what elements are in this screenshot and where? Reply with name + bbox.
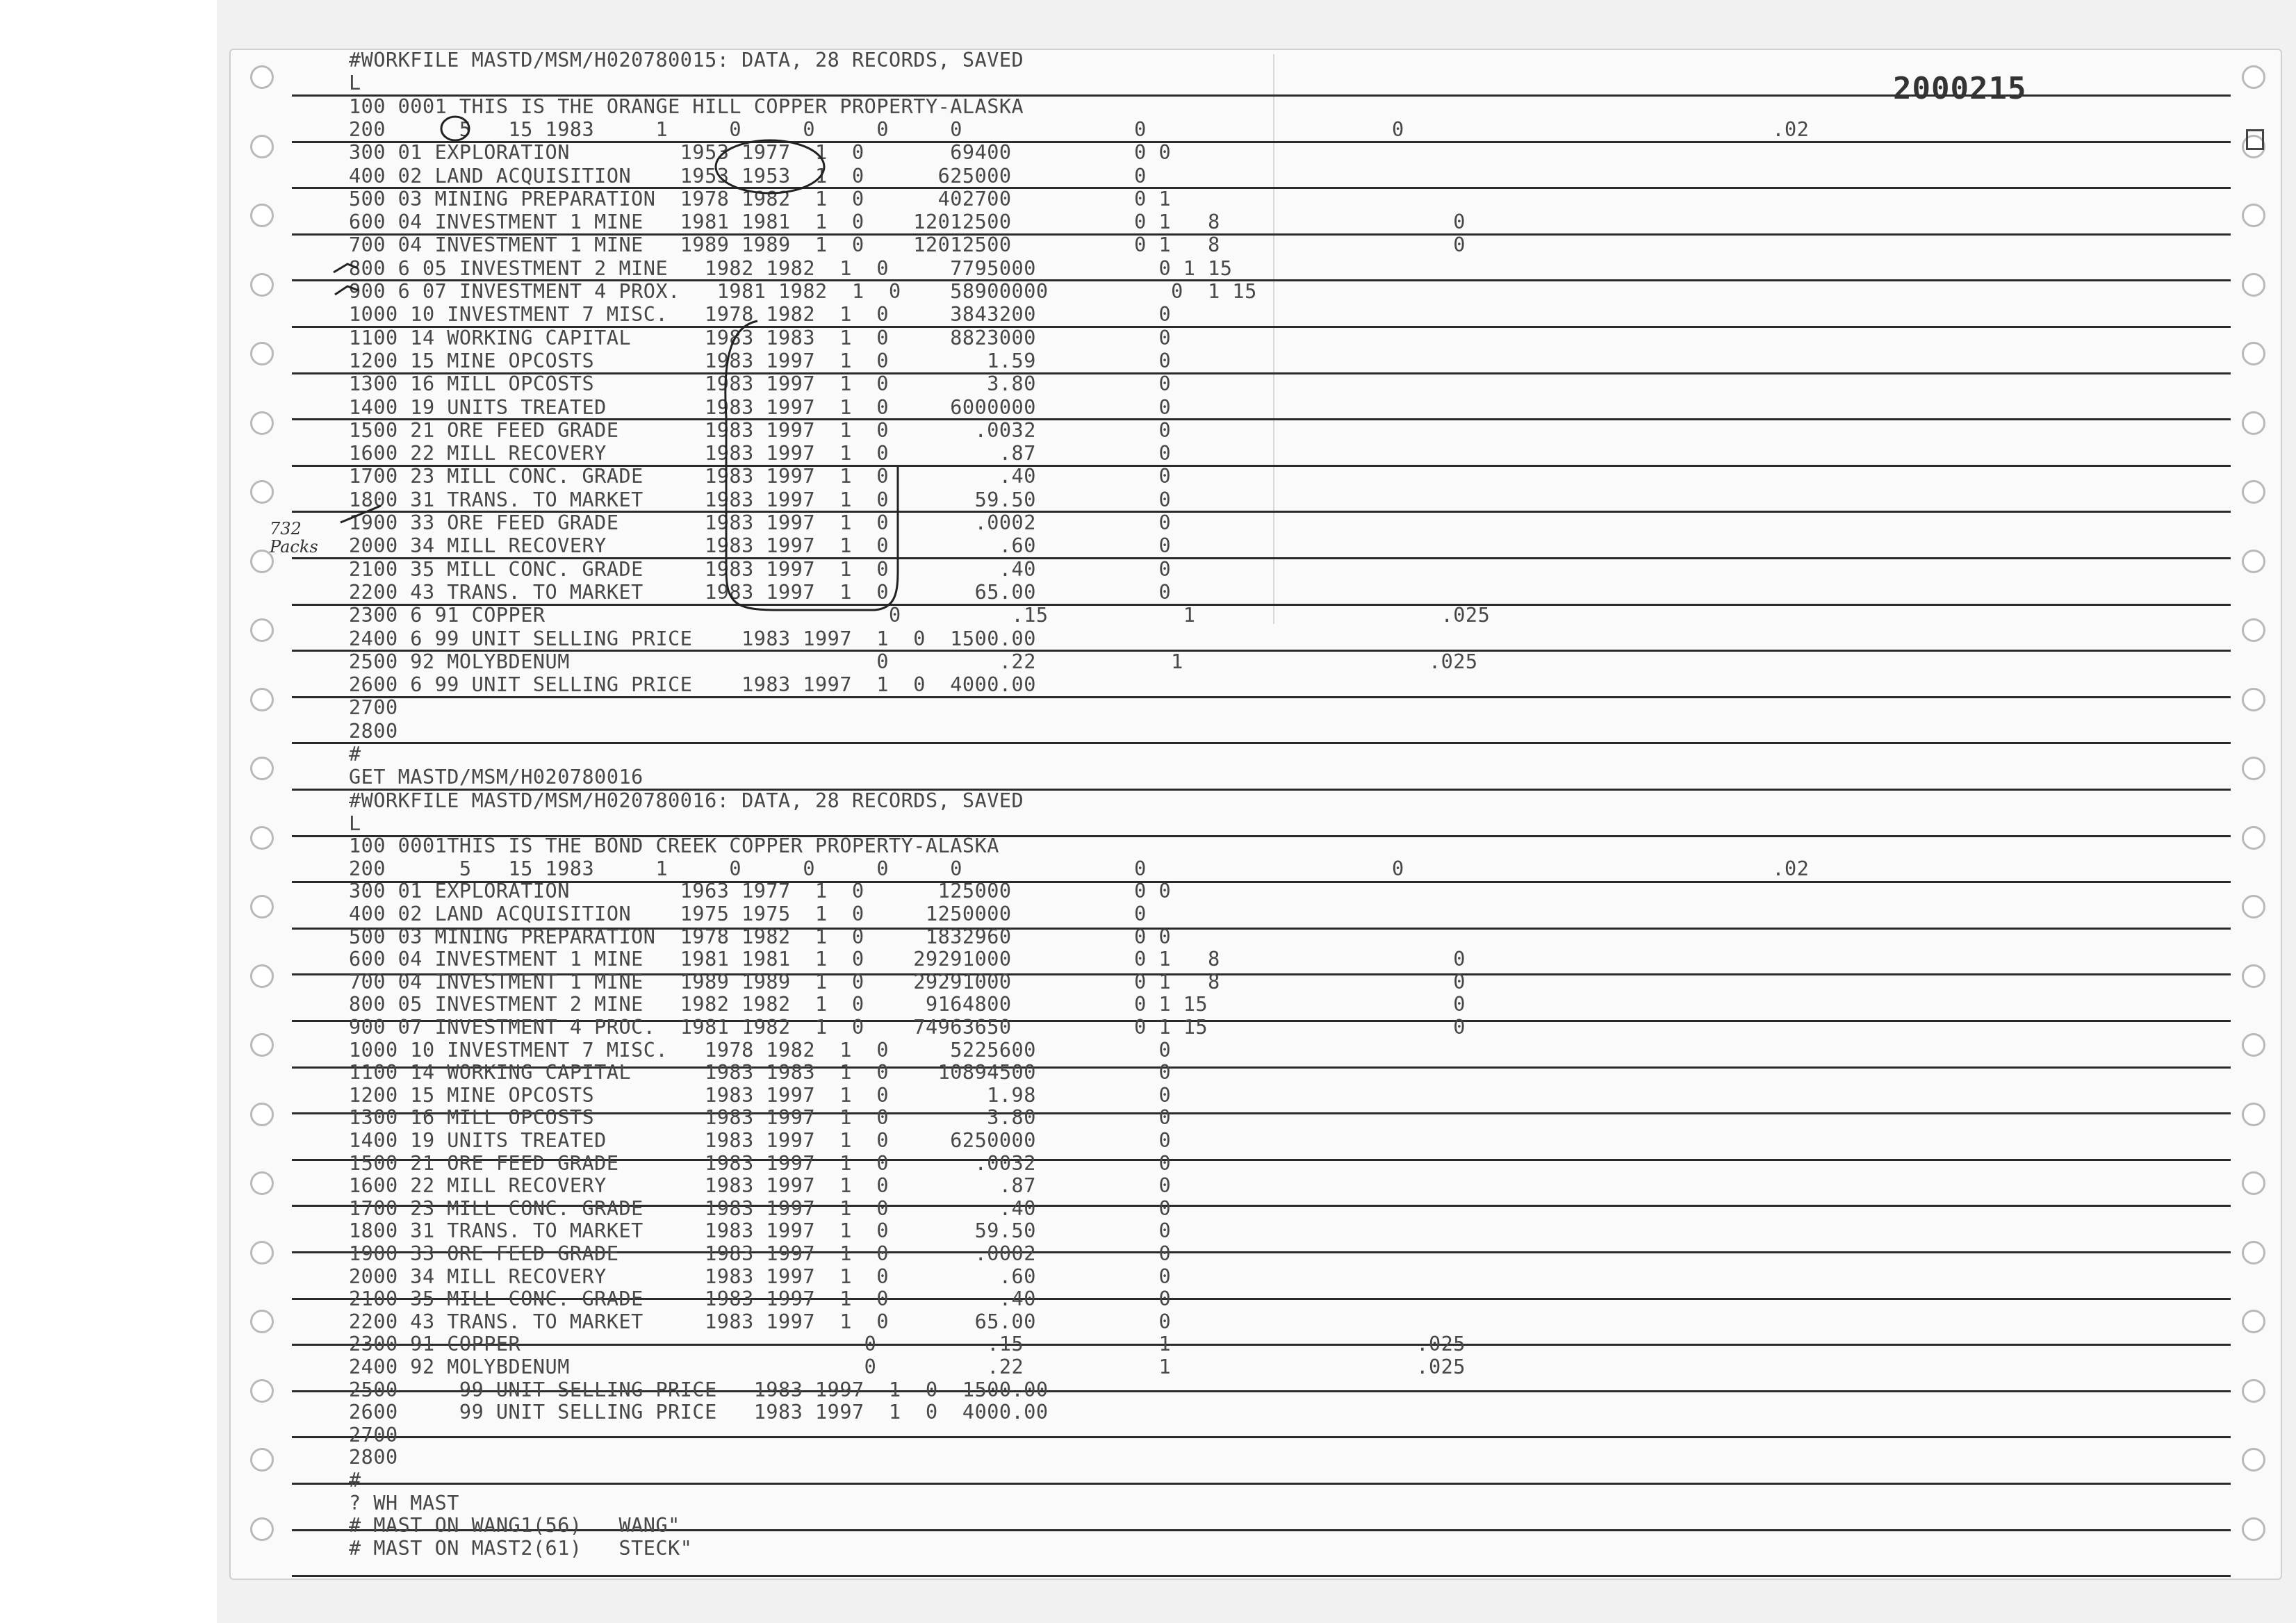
pen-circle-1953 xyxy=(716,140,824,193)
printout-line: ? WH MAST xyxy=(349,1491,459,1515)
printout-line: 900 07 INVESTMENT 4 PROC. 1981 1982 1 0 74963650 0 1 15 0 xyxy=(349,1016,1466,1039)
printout-line: 1600 22 MILL RECOVERY 1983 1997 1 0 .87 0 xyxy=(349,1174,1172,1198)
printout-line: 1400 19 UNITS TREATED 1983 1997 1 0 6250000 0 xyxy=(349,1129,1172,1152)
printout-line: 1100 14 WORKING CAPITAL 1983 1983 1 0 8823000 0 xyxy=(349,326,1172,349)
printout-line: 700 04 INVESTMENT 1 MINE 1989 1989 1 0 12012500 0 1 8 0 xyxy=(349,233,1466,257)
printout-line: 1500 21 ORE FEED GRADE 1983 1997 1 0 .0032 0 xyxy=(349,418,1172,442)
printout-line: 2200 43 TRANS. TO MARKET 1983 1997 1 0 65.00 0 xyxy=(349,1310,1172,1333)
printout-line: #WORKFILE MASTD/MSM/H020780015: DATA, 28 RECORDS, SAVED xyxy=(349,49,1024,72)
printout-line: 700 04 INVESTMENT 1 MINE 1989 1989 1 0 29291000 0 1 8 0 xyxy=(349,970,1466,994)
printout-line: L xyxy=(349,812,361,835)
printout-line: 1300 16 MILL OPCOSTS 1983 1997 1 0 3.80 0 xyxy=(349,1106,1172,1130)
printout-line: 1300 16 MILL OPCOSTS 1983 1997 1 0 3.80 0 xyxy=(349,372,1172,396)
handwritten-note-line: Packs xyxy=(270,537,318,557)
printout-line: GET MASTD/MSM/H020780016 xyxy=(349,766,643,789)
printout-line: # MAST ON MAST2(61) STECK" xyxy=(349,1536,693,1560)
printout-line: # xyxy=(349,1469,361,1492)
pen-circle-5 xyxy=(441,117,469,140)
printout-line: 500 03 MINING PREPARATION 1978 1982 1 0 1832960 0 0 xyxy=(349,925,1172,948)
printout-line: 1100 14 WORKING CAPITAL 1983 1983 1 0 10894500 0 xyxy=(349,1061,1172,1085)
printout-line: 1700 23 MILL CONC. GRADE 1983 1997 1 0 .40 0 xyxy=(349,465,1172,488)
printout-line: 1900 33 ORE FEED GRADE 1983 1997 1 0 .0002 0 xyxy=(349,1242,1172,1265)
printout-line: # MAST ON WANG1(56) WANG" xyxy=(349,1514,680,1538)
printout-line: 1000 10 INVESTMENT 7 MISC. 1978 1982 1 0 3843200 0 xyxy=(349,303,1172,327)
printout-line: 2500 99 UNIT SELLING PRICE 1983 1997 1 0 1500.00 xyxy=(349,1378,1049,1401)
printout-line: 1800 31 TRANS. TO MARKET 1983 1997 1 0 59.50 0 xyxy=(349,1219,1172,1243)
printout-line: 2600 99 UNIT SELLING PRICE 1983 1997 1 0 4000.00 xyxy=(349,1401,1049,1424)
printout-line: 1700 23 MILL CONC. GRADE 1983 1997 1 0 .40 0 xyxy=(349,1196,1172,1220)
printout-line: 2600 6 99 UNIT SELLING PRICE 1983 1997 1 0 4000.00 xyxy=(349,673,1036,697)
printout-line: 1200 15 MINE OPCOSTS 1983 1997 1 0 1.98 0 xyxy=(349,1083,1172,1107)
printout-line: 2300 91 COPPER 0 .15 1 .025 xyxy=(349,1333,1466,1356)
printout-line: 2400 92 MOLYBDENUM 0 .22 1 .025 xyxy=(349,1356,1466,1378)
printout-line: 200 5 15 1983 1 0 0 0 0 0 0 .02 xyxy=(349,117,1810,141)
printout-line: 100 0001THIS IS THE BOND CREEK COPPER PROPERTY-ALASKA xyxy=(349,834,999,858)
printout-line: 900 6 07 INVESTMENT 4 PROX. 1981 1982 1 0 58900000 0 1 15 xyxy=(349,280,1257,303)
printout-line: 400 02 LAND ACQUISITION 1975 1975 1 0 1250000 0 xyxy=(349,903,1147,925)
printout-line: 400 02 LAND ACQUISITION 1953 1953 1 0 625000 0 xyxy=(349,164,1147,188)
handwritten-note-line: 732 xyxy=(270,519,302,538)
printout-line: 1800 31 TRANS. TO MARKET 1983 1997 1 0 59.50 0 xyxy=(349,488,1172,511)
printout-line: 2500 92 MOLYBDENUM 0 .22 1 .025 xyxy=(349,650,1478,673)
printout-line: 2100 35 MILL CONC. GRADE 1983 1997 1 0 .40 0 xyxy=(349,557,1172,581)
printout-line: 2300 6 91 COPPER 0 .15 1 .025 xyxy=(349,604,1491,627)
printout-line: 2800 xyxy=(349,1446,398,1469)
printout-line: 1500 21 ORE FEED GRADE 1983 1997 1 0 .0032 0 xyxy=(349,1151,1172,1175)
printout-line: 2800 xyxy=(349,719,398,743)
printout-line: 2200 43 TRANS. TO MARKET 1983 1997 1 0 65.00 0 xyxy=(349,580,1172,604)
printout-line: 300 01 EXPLORATION 1953 1977 1 0 69400 0 0 xyxy=(349,141,1172,165)
printout-line: 800 6 05 INVESTMENT 2 MINE 1982 1982 1 0 7795000 0 1 15 xyxy=(349,256,1233,280)
printout-line: # xyxy=(349,743,361,766)
pen-bracket-years xyxy=(725,321,898,610)
printout-line: 800 05 INVESTMENT 2 MINE 1982 1982 1 0 9164800 0 1 15 0 xyxy=(349,993,1466,1016)
printout-line: 1200 15 MINE OPCOSTS 1983 1997 1 0 1.59 0 xyxy=(349,349,1172,372)
printout-line: 100 0001 THIS IS THE ORANGE HILL COPPER PROPERTY-ALASKA xyxy=(349,94,1024,118)
printout-line: 600 04 INVESTMENT 1 MINE 1981 1981 1 0 29291000 0 1 8 0 xyxy=(349,948,1466,971)
printout-line: 2400 6 99 UNIT SELLING PRICE 1983 1997 1 0 1500.00 xyxy=(349,627,1036,650)
pen-check-800 xyxy=(334,264,358,272)
printout-line: 2100 35 MILL CONC. GRADE 1983 1997 1 0 .40 0 xyxy=(349,1287,1172,1311)
printout-line: 600 04 INVESTMENT 1 MINE 1981 1981 1 0 12012500 0 1 8 0 xyxy=(349,211,1466,234)
printout-line: 1900 33 ORE FEED GRADE 1983 1997 1 0 .0002 0 xyxy=(349,511,1172,534)
printout-line: 200 5 15 1983 1 0 0 0 0 0 0 .02 xyxy=(349,857,1810,880)
printout-line: 300 01 EXPLORATION 1963 1977 1 0 125000 0 0 xyxy=(349,880,1172,903)
printout-line: 2000 34 MILL RECOVERY 1983 1997 1 0 .60 0 xyxy=(349,1264,1172,1288)
printout-line: 2000 34 MILL RECOVERY 1983 1997 1 0 .60 0 xyxy=(349,534,1172,558)
printout-line: #WORKFILE MASTD/MSM/H020780016: DATA, 28 RECORDS, SAVED xyxy=(349,789,1024,812)
pen-arrow xyxy=(341,506,381,522)
printout-line: 2700 xyxy=(349,696,398,720)
printout-line: L xyxy=(349,72,361,95)
printout-line: 1400 19 UNITS TREATED 1983 1997 1 0 6000000 0 xyxy=(349,395,1172,419)
printout-line: 500 03 MINING PREPARATION 1978 1982 1 0 402700 0 1 xyxy=(349,187,1172,211)
pen-check-900 xyxy=(335,286,359,295)
printout-line: 2700 xyxy=(349,1423,398,1447)
printout-line: 1000 10 INVESTMENT 7 MISC. 1978 1982 1 0 5225600 0 xyxy=(349,1038,1172,1062)
printout-line: 1600 22 MILL RECOVERY 1983 1997 1 0 .87 0 xyxy=(349,442,1172,466)
document-number-stamp: 2000215 xyxy=(1893,71,2027,106)
